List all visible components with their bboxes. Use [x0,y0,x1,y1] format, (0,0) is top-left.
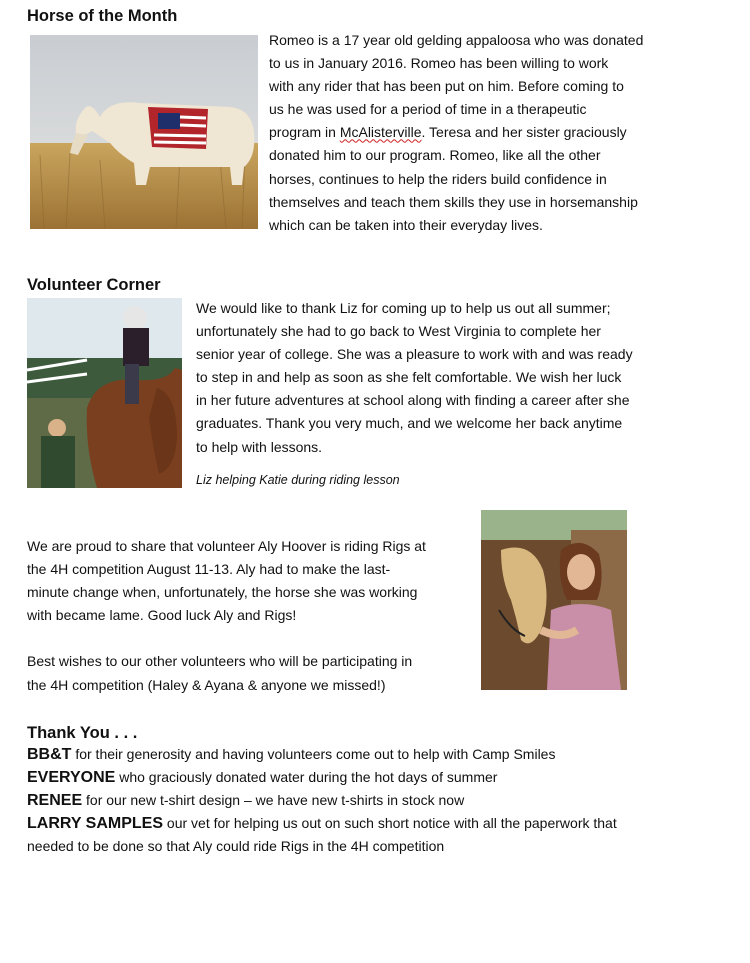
volunteer-text-line: unfortunately she had to go back to West Virginia to complete her [196,323,601,340]
volunteer-text-line: We would like to thank Liz for coming up to help us out all summer; [196,300,611,316]
thank-you-name: BB&T [27,746,72,763]
horse-text-line [269,121,670,144]
aly-text-line: with became lame. Good luck Aly and Rigs! [27,607,297,624]
thank-you-item [27,815,727,838]
aly-with-horse-photo [481,510,627,690]
thank-you-item [27,746,727,769]
volunteer-text-line: to help with lessons. [196,438,323,455]
thank-you-text: for their generosity and having volunteers come out to help with Camp Smiles [71,746,556,762]
horse-text-line: to us in January 2016. Romeo has been willing to work [269,55,609,72]
thank-you-item [27,792,727,815]
liz-helping-katie-photo [27,298,182,488]
horse-text-line: with any rider that has been put on him. Before coming to [269,78,624,95]
volunteer-text-line: senior year of college. She was a pleasure to work with and was ready [196,346,633,363]
horse-text-fragment: . Teresa and her sister graciously [421,124,627,141]
volunteer-text-line: to step in and help as soon as she felt comfortable. We wish her luck [196,369,622,386]
thank-you-text: our vet for helping us out on such short notice with all the paperwork that [163,815,617,831]
thank-you-text: who graciously donated water during the hot days of summer [115,769,498,785]
thank-you-name: EVERYONE [27,769,116,786]
aly-text-line: minute change when, unfortunately, the horse she was working [27,584,418,601]
photo-caption: Liz helping Katie during riding lesson [196,473,400,487]
thank-you-name: LARRY SAMPLES [27,815,164,832]
volunteer-text-line: graduates. Thank you very much, and we welcome her back anytime [196,415,623,432]
volunteer-text-line: in her future adventures at school along with finding a career after she [196,392,630,409]
volunteer-corner-heading: Volunteer Corner [27,276,161,294]
romeo-horse-photo [30,35,258,229]
thank-you-continuation: needed to be done so that Aly could ride Rigs in the 4H competition [27,838,445,854]
best-wishes-line: the 4H competition (Haley & Ayana & anyone we missed!) [27,676,386,693]
horse-text-line: horses, continues to help the riders build confidence in [269,170,607,187]
horse-text-line: Romeo is a 17 year old gelding appaloosa who was donated [269,32,644,48]
horse-of-month-heading: Horse of the Month [27,7,178,25]
horse-text-line: themselves and teach them skills they use in horsemanship [269,193,638,210]
best-wishes-line: Best wishes to our other volunteers who will be participating in [27,653,413,670]
town-name: McAlisterville [339,124,422,141]
thank-you-name: RENEE [27,792,83,809]
aly-text-line: the 4H competition August 11-13. Aly had to make the last- [27,561,391,578]
thank-you-text: for our new t-shirt design – we have new t-shirts in stock now [82,792,465,808]
thank-you-heading: Thank You . . . [27,724,138,742]
aly-text-line: We are proud to share that volunteer Aly Hoover is riding Rigs at [27,538,426,554]
horse-text-fragment: program in [269,124,340,141]
horse-text-line: donated him to our program. Romeo, like all the other [269,147,601,164]
horse-text-line: us he was used for a period of time in a therapeutic [269,101,587,118]
thank-you-item [27,769,727,792]
horse-text-line: which can be taken into their everyday lives. [269,216,543,233]
